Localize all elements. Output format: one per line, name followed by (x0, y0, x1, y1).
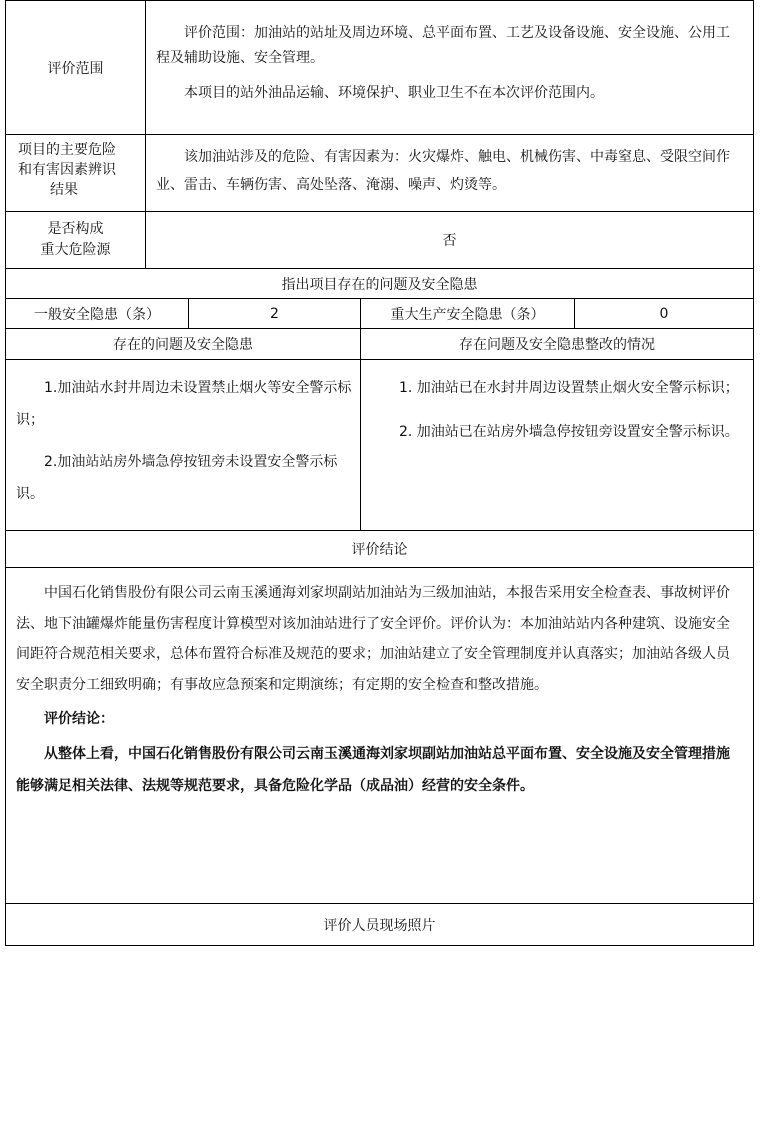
conclusion-final: 从整体上看，中国石化销售股份有限公司云南玉溪通海刘家坝副站加油站总平面布置、安全设施及安全管理措施能够满足相关法律、法规等规范要求，具备危险化学品（成品油）经营的安全条件。 (16, 746, 730, 794)
issue-item: 1.加油站水封井周边未设置禁止烟火等安全警示标识； (16, 380, 352, 428)
major-hazard-label: 是否构成 重大危险源 (40, 221, 111, 258)
issue-item: 2.加油站站房外墙急停按钮旁未设置安全警示标识。 (16, 454, 338, 502)
scope-text (145, 1, 753, 134)
major-hazard-row (5, 211, 754, 269)
major-hazard-count: 0 (574, 299, 753, 328)
scope-line-1: 评价范围：加油站的站址及周边环境、总平面布置、工艺及设备设施、安全设施、公用工程及辅助设施、安全管理。 (156, 25, 730, 66)
conclusion-header: 评价结论 (5, 530, 754, 568)
scope-label: 评价范围 (47, 60, 104, 77)
conclusion-body (5, 567, 754, 904)
general-hazard-label: 一般安全隐患（条） (34, 306, 160, 323)
rectification-item: 2. 加油站已在站房外墙急停按钮旁设置安全警示标识。 (399, 424, 739, 440)
hazards-row (5, 134, 754, 212)
issues-row (5, 359, 754, 531)
issues-columns-row (5, 328, 754, 360)
major-hazard-value: 否 (145, 212, 753, 268)
rectification-item: 1. 加油站已在水封井周边设置禁止烟火安全警示标识； (399, 380, 739, 396)
rectification-list (360, 360, 753, 530)
conclusion-text: 中国石化销售股份有限公司云南玉溪通海刘家坝副站加油站为三级加油站，本报告采用安全检查表、事故树评价法、地下油罐爆炸能量伤害程度计算模型对该加油站进行了安全评价。评价认为：本加油站站内各种建筑、设施安全间距符合规范相关要求，总体布置符合标准及规范的要求；加油站建立了安全管理制度并认真落实；加油站各级人员安全职责分工细致明确；有事故应急预案和定期演练；有定期的安全检查和整改措施。 (16, 585, 730, 693)
hazards-label: 项目的主要危险 和有害因素辨识 结果 (18, 142, 116, 198)
general-hazard-count: 2 (188, 299, 360, 328)
issues-header: 指出项目存在的问题及安全隐患 (5, 268, 754, 299)
photos-header: 评价人员现场照片 (5, 903, 754, 946)
rectification-column-header: 存在问题及安全隐患整改的情况 (360, 329, 753, 359)
hazards-text: 该加油站涉及的危险、有害因素为：火灾爆炸、触电、机械伤害、中毒窒息、受限空间作业、雷击、车辆伤害、高处坠落、淹溺、噪声、灼烫等。 (145, 135, 753, 211)
major-hazard-count-label: 重大生产安全隐患（条） (360, 299, 574, 328)
scope-row (5, 0, 754, 135)
scope-line-2: 本项目的站外油品运输、环境保护、职业卫生不在本次评价范围内。 (184, 85, 604, 101)
counts-row (5, 298, 754, 329)
issues-column-header: 存在的问题及安全隐患 (113, 337, 253, 353)
issues-list (6, 360, 360, 530)
conclusion-subheading: 评价结论： (44, 711, 114, 727)
